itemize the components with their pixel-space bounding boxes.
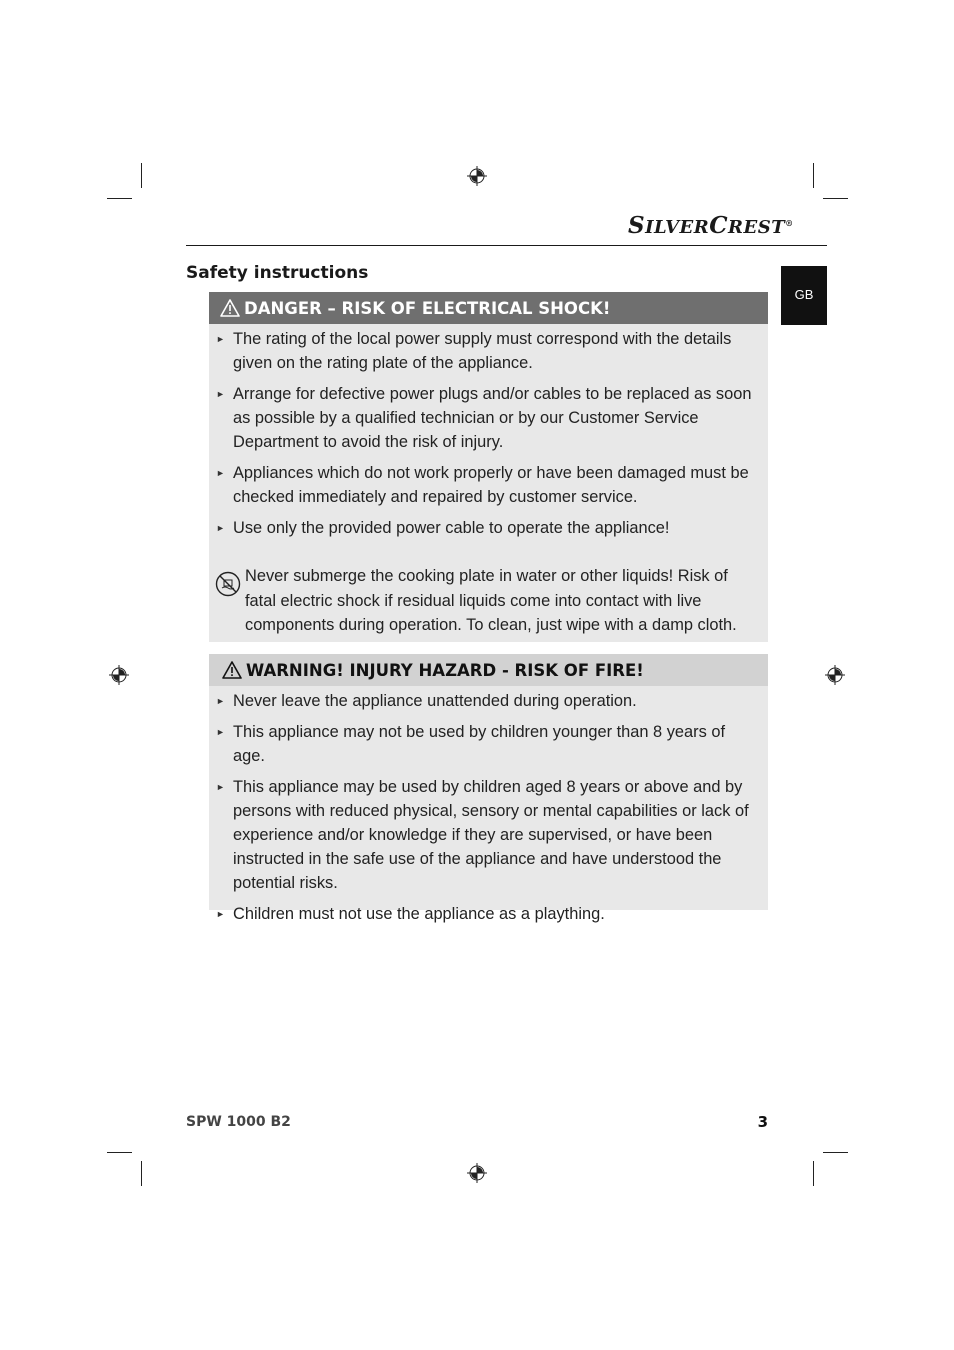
bullet-arrow-icon: ► xyxy=(216,334,225,344)
language-tab-label: GB xyxy=(794,287,814,302)
bullet-arrow-icon: ► xyxy=(216,727,225,737)
list-item xyxy=(209,327,768,375)
crop-mark xyxy=(813,163,814,188)
bullet-arrow-icon: ► xyxy=(216,468,225,478)
warning-box-header xyxy=(209,654,768,686)
list-item-text: Children must not use the appliance as a plaything. xyxy=(233,905,605,923)
registration-mark-icon xyxy=(467,166,487,186)
crop-mark xyxy=(813,1161,814,1186)
bullet-arrow-icon: ► xyxy=(216,389,225,399)
registration-mark-icon xyxy=(109,665,129,685)
bullet-arrow-icon: ► xyxy=(216,782,225,792)
crop-mark xyxy=(141,163,142,188)
danger-box-header xyxy=(209,292,768,324)
brand-letters: REST xyxy=(728,217,786,238)
list-item-text: This appliance may not be used by children younger than 8 years of age. xyxy=(233,723,726,765)
language-tab xyxy=(781,266,827,325)
list-item-text: Use only the provided power cable to operate the appliance! xyxy=(233,519,670,537)
page-number: 3 xyxy=(757,1113,768,1131)
brand-logo xyxy=(628,212,794,239)
brand-letter: S xyxy=(628,212,646,239)
brand-letter: C xyxy=(709,212,729,239)
bullet-arrow-icon: ► xyxy=(216,696,225,706)
list-item-text: This appliance may be used by children aged 8 years or above and by persons with reduced physical, sensory or mental capabilities or lack of experience and/or knowledge if they are supervised, or have been instructed in the safe use of the appliance and have understood the potential risks. xyxy=(233,778,749,892)
danger-box-title: DANGER – RISK OF ELECTRICAL SHOCK! xyxy=(244,298,611,318)
list-item xyxy=(209,382,768,454)
warning-triangle-icon xyxy=(222,661,242,679)
registration-mark-icon xyxy=(467,1163,487,1183)
warning-list xyxy=(209,689,768,926)
footer-model: SPW 1000 B2 xyxy=(186,1114,291,1130)
crop-mark xyxy=(823,1152,848,1153)
list-item xyxy=(209,902,768,926)
header-divider xyxy=(186,245,827,246)
crop-mark xyxy=(141,1161,142,1186)
list-item xyxy=(209,720,768,768)
list-item-text: Never leave the appliance unattended during operation. xyxy=(233,692,637,710)
bullet-arrow-icon: ► xyxy=(216,523,225,533)
list-item-text: Appliances which do not work properly or have been damaged must be checked immediately and repaired by customer service. xyxy=(233,464,749,506)
warning-box-title: WARNING! INJURY HAZARD - RISK OF FIRE! xyxy=(246,660,644,680)
crop-mark xyxy=(823,198,848,199)
section-title: Safety instructions xyxy=(186,263,369,283)
warning-triangle-icon xyxy=(220,299,240,317)
brand-letters: ILVER xyxy=(645,217,710,238)
list-item xyxy=(209,461,768,509)
list-item xyxy=(209,689,768,713)
list-item-text: Arrange for defective power plugs and/or cables to be replaced as soon as possible by a qualified technician or by our Customer Service Department to avoid the risk of injury. xyxy=(233,385,752,451)
immersion-note-text: Never submerge the cooking plate in water or other liquids! Risk of fatal electric shock if residual liquids come into contact with live components during operation. To clean, just wipe with a damp cloth. xyxy=(245,567,737,634)
bullet-arrow-icon: ► xyxy=(216,909,225,919)
warning-box xyxy=(209,654,768,923)
no-immersion-icon xyxy=(215,571,241,597)
crop-mark xyxy=(107,1152,132,1153)
list-item-text: The rating of the local power supply must correspond with the details given on the rating plate of the appliance. xyxy=(233,330,732,372)
danger-list xyxy=(209,327,768,540)
list-item xyxy=(209,775,768,895)
danger-box xyxy=(209,292,768,642)
crop-mark xyxy=(107,198,132,199)
registration-mark-icon xyxy=(825,665,845,685)
immersion-note xyxy=(209,564,768,638)
list-item xyxy=(209,516,768,540)
registered-mark: ® xyxy=(785,218,794,228)
